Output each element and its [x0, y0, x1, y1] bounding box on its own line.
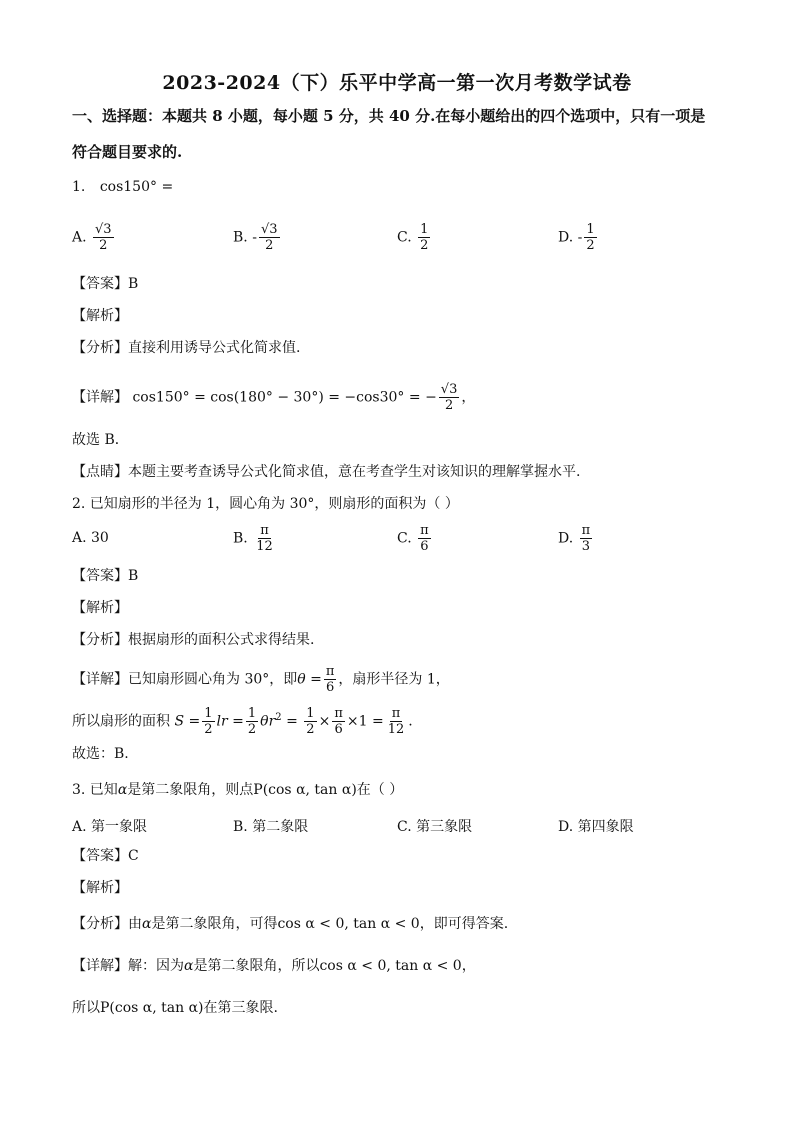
theta-symbol: θ = — [297, 671, 322, 688]
q2-stem: 2. 已知扇形的半径为 1，圆心角为 30°，则扇形的面积为（ ） — [72, 496, 459, 512]
q1-answer: 【答案】B — [72, 276, 139, 292]
q3-detail — [72, 956, 476, 976]
q3-analysis-heading: 【解析】 — [72, 880, 128, 896]
detail-text: ， — [461, 958, 476, 974]
q3-conclusion — [72, 998, 278, 1018]
detail-expression: cos150° = cos(180° − 30°) = −cos30° = − — [132, 389, 437, 406]
numerator: π — [391, 706, 401, 721]
stem-text: 在（ ） — [356, 782, 404, 798]
sign: - — [252, 229, 257, 246]
q3-option-c: C. 第三象限 — [397, 819, 473, 835]
detail-text: ，扇形半径为 1， — [338, 671, 450, 688]
q2-option-c — [397, 523, 433, 554]
q3-fenxi — [72, 914, 508, 934]
detail-text: 解：因为 — [128, 958, 184, 974]
area-symbol: S = — [174, 713, 201, 730]
q2-option-d — [558, 523, 594, 554]
q1-option-a — [72, 222, 116, 253]
stem-text: 是第二象限角，则点 — [127, 782, 254, 798]
option-label: D. — [558, 229, 574, 246]
q2-option-a: A. 30 — [72, 530, 109, 546]
numerator: √3 — [440, 382, 458, 397]
denominator: 2 — [420, 238, 429, 253]
q2-analysis-heading: 【解析】 — [72, 600, 128, 616]
tag: 【点睛】 — [72, 464, 128, 480]
area-prefix: 所以扇形的面积 — [72, 713, 170, 730]
fraction — [254, 523, 275, 554]
section-heading-line1: 一、选择题：本题共 8 小题，每小题 5 分，共 40 分.在每小题给出的四个选项中，只有一项是 — [72, 107, 706, 125]
punctuation: . — [408, 713, 413, 730]
conclusion-text: 所以 — [72, 1000, 100, 1016]
q2-pick: 故选：B. — [72, 746, 129, 762]
point-expression: P(cos α, tan α) — [100, 1000, 204, 1016]
numerator: 1 — [420, 222, 429, 237]
fenxi-text: 是第二象限角，可得 — [151, 916, 278, 932]
fenxi-text: 根据扇形的面积公式求得结果. — [128, 632, 315, 648]
fenxi-text: 由 — [128, 916, 142, 932]
q3-option-b: B. 第二象限 — [233, 819, 309, 835]
fraction — [93, 222, 114, 253]
q2-fenxi — [72, 630, 314, 650]
q1-fenxi — [72, 338, 300, 358]
q1-option-c — [397, 222, 432, 253]
dianjing-text: 本题主要考查诱导公式化简求值，意在考查学生对该知识的理解掌握水平. — [128, 464, 581, 480]
fraction — [386, 706, 407, 737]
fraction — [332, 706, 345, 737]
alpha-symbol: α — [142, 916, 152, 932]
denominator: 2 — [586, 238, 595, 253]
q1-pick: 故选 B． — [72, 432, 129, 448]
exponent: 2 — [275, 711, 282, 723]
numerator: √3 — [95, 222, 112, 237]
denominator: 3 — [581, 539, 591, 554]
fraction — [584, 222, 596, 253]
denominator: 6 — [420, 539, 429, 554]
q1-dianjing — [72, 462, 580, 482]
numerator: √3 — [260, 222, 278, 237]
conclusion-text: 在第三象限. — [203, 1000, 278, 1016]
tag: 【详解】 — [72, 958, 128, 974]
fraction — [259, 222, 280, 253]
q1-detail — [72, 382, 475, 413]
q2-detail — [72, 664, 450, 695]
numerator: 1 — [306, 706, 315, 721]
inequality: cos α < 0, tan α < 0 — [319, 958, 462, 974]
fenxi-text: 直接利用诱导公式化简求值. — [128, 340, 301, 356]
option-label: B. — [233, 530, 248, 547]
sign: - — [577, 229, 583, 246]
fraction — [202, 706, 214, 737]
tag: 【详解】 — [72, 389, 128, 406]
denominator: 2 — [306, 722, 315, 737]
fraction — [439, 382, 460, 413]
denominator: 12 — [256, 539, 273, 554]
denominator: 2 — [204, 722, 213, 737]
option-label: C. — [397, 530, 412, 547]
numerator: 1 — [586, 222, 595, 237]
fenxi-text: ，即可得答案. — [419, 916, 509, 932]
section-heading-line2: 符合题目要求的. — [72, 143, 183, 161]
option-label: B. — [233, 229, 248, 246]
q3-stem — [72, 780, 403, 800]
numerator: π — [334, 706, 343, 721]
alpha-symbol: α — [117, 782, 128, 798]
numerator: π — [260, 523, 269, 538]
denominator: 2 — [99, 238, 108, 253]
option-label: C. — [397, 229, 412, 246]
q1-option-d — [558, 222, 599, 253]
times: × — [318, 713, 331, 730]
punctuation: ， — [461, 389, 476, 406]
fraction — [304, 706, 316, 737]
tag: 【详解】 — [72, 671, 128, 688]
numerator: π — [581, 523, 591, 538]
option-label: D. — [558, 530, 574, 547]
q3-option-d: D. 第四象限 — [558, 819, 634, 835]
times-one: ×1 = — [346, 713, 384, 730]
q1-expression: cos150° = — [99, 179, 174, 195]
fraction — [418, 222, 430, 253]
option-label: A. — [72, 229, 87, 246]
page-title: 2023-2024（下）乐平中学高一第一次月考数学试卷 — [162, 72, 632, 94]
fraction — [324, 664, 337, 695]
q1-analysis-heading: 【解析】 — [72, 308, 128, 324]
q2-area-formula — [72, 706, 413, 737]
denominator: 12 — [387, 722, 405, 737]
tag: 【分析】 — [72, 632, 128, 648]
fraction — [246, 706, 258, 737]
q3-option-a: A. 第一象限 — [72, 819, 148, 835]
lr-term: lr = — [216, 713, 244, 730]
denominator: 6 — [326, 680, 335, 695]
stem-text: 3. 已知 — [72, 782, 118, 798]
denominator: 2 — [265, 238, 274, 253]
q3-answer: 【答案】C — [72, 848, 139, 864]
q1-option-b — [233, 222, 282, 253]
denominator: 2 — [247, 722, 257, 737]
detail-text: 是第二象限角，所以 — [193, 958, 320, 974]
q2-answer: 【答案】B — [72, 568, 139, 584]
denominator: 6 — [334, 722, 343, 737]
numerator: π — [420, 523, 429, 538]
detail-text: 已知扇形圆心角为 30°，即 — [128, 671, 298, 688]
q1-stem — [72, 177, 173, 197]
alpha-symbol: α — [184, 958, 194, 974]
fraction — [580, 523, 593, 554]
q1-number: 1. — [72, 179, 86, 195]
denominator: 2 — [444, 398, 454, 413]
point-expression: P(cos α, tan α) — [253, 782, 357, 798]
theta-r-term: θr — [260, 713, 276, 730]
inequality: cos α < 0, tan α < 0 — [277, 916, 420, 932]
equals: = — [286, 713, 298, 730]
fraction — [418, 523, 431, 554]
tag: 【分析】 — [72, 916, 128, 932]
q2-option-b — [233, 523, 277, 554]
numerator: 1 — [204, 706, 213, 721]
numerator: 1 — [247, 706, 257, 721]
tag: 【分析】 — [72, 340, 128, 356]
numerator: π — [325, 664, 335, 679]
